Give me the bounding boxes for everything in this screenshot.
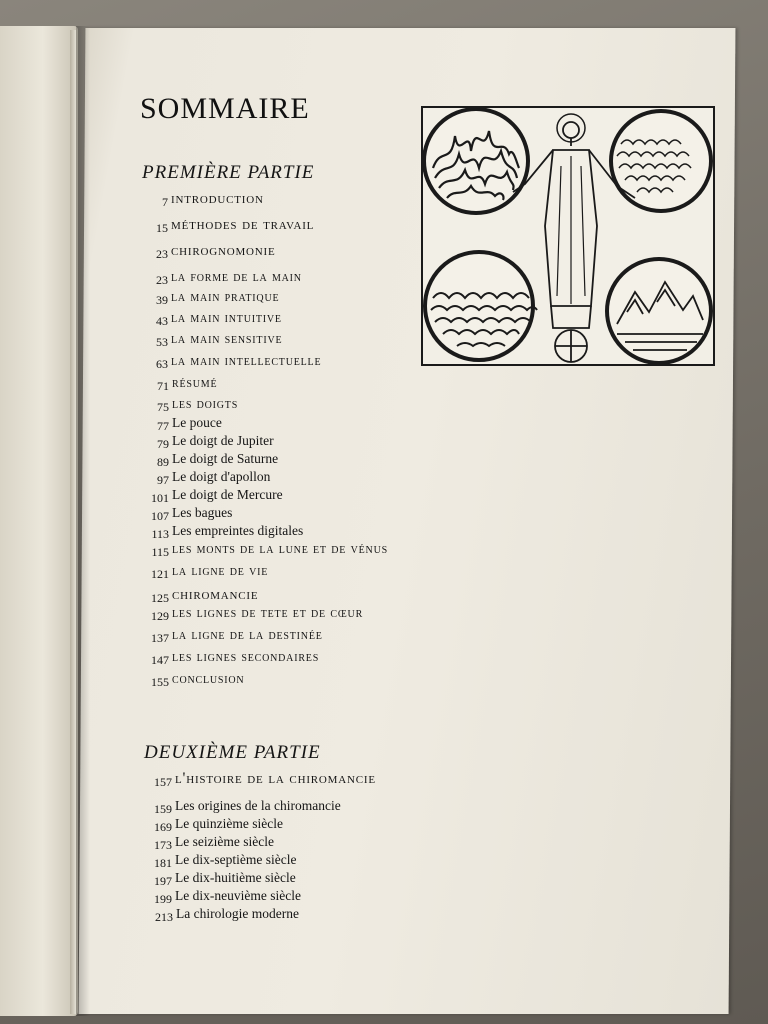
toc-entry [143, 604, 583, 626]
toc-entry [146, 770, 586, 792]
toc-page-number: 155 [151, 675, 169, 689]
toc-entry-label: Le quinzième siècle [175, 816, 283, 831]
toc-page-number: 23 [156, 273, 168, 287]
toc-entry-label: la main sensitive [171, 331, 283, 347]
toc-page-number: 53 [156, 335, 168, 349]
toc-entry-label: les monts de la lune et de vénus [172, 541, 388, 557]
toc-page-number: 101 [151, 491, 169, 505]
toc-page-number: 159 [154, 802, 172, 816]
toc-page-number: 125 [151, 591, 169, 605]
toc-entry [143, 648, 583, 670]
toc-entry-label: Le seizième siècle [175, 834, 274, 849]
toc-page-number: 115 [151, 545, 169, 559]
toc-entry-label: résumé [172, 375, 218, 391]
toc-page-number: 23 [156, 247, 168, 261]
earth-circle-illustration [607, 259, 711, 363]
toc-entry [143, 374, 583, 396]
toc-entry-label: Les bagues [172, 505, 233, 520]
toc-entry [143, 562, 583, 584]
toc-entry-label: Le doigt de Mercure [172, 487, 283, 502]
toc-entry-label: la main intellectuelle [171, 353, 322, 369]
toc-entry-label: Le pouce [172, 415, 222, 430]
toc-page-number: 129 [151, 609, 169, 623]
toc-entry [143, 540, 583, 562]
water-circle-illustration [425, 252, 537, 360]
toc-page-number: 15 [156, 221, 168, 235]
toc-page-number: 39 [156, 293, 168, 307]
left-page [0, 26, 78, 1016]
toc-page-number: 43 [156, 314, 168, 328]
toc-entry-label: Le dix-septième siècle [175, 852, 297, 867]
toc-entry-label: l'histoire de la chiromancie [175, 770, 376, 787]
toc-entry-label: Le doigt de Saturne [172, 451, 279, 466]
toc-page-number: 89 [157, 455, 169, 469]
toc-entry-label: méthodes de travail [171, 216, 315, 233]
toc-entry-label: Les origines de la chiromancie [175, 798, 341, 813]
toc-page-number: 121 [151, 567, 169, 581]
toc-entry-label: la ligne de vie [172, 563, 269, 579]
toc-entry-label: la main pratique [171, 289, 280, 305]
toc-entry-label: Les empreintes digitales [172, 523, 304, 538]
toc-entry-label: les lignes secondaires [172, 649, 320, 665]
toc-page-number: 71 [157, 379, 169, 393]
spine-shadow [76, 26, 90, 1016]
toc-entry-label: conclusion [172, 671, 245, 687]
toc-page-number: 77 [157, 419, 169, 433]
toc-entry-label: la forme de la main [171, 269, 302, 285]
toc-page-number: 181 [154, 856, 172, 870]
toc-page-number: 75 [157, 400, 169, 414]
toc-entry [147, 905, 587, 927]
toc-page-number: 7 [162, 195, 168, 209]
part-heading-2: DEUXIÈME PARTIE [144, 742, 321, 763]
toc-entry-label: les doigts [172, 396, 239, 412]
toc-page-number: 97 [157, 473, 169, 487]
toc-page-number: 199 [154, 892, 172, 906]
woodcut-illustration [421, 106, 715, 366]
air-circle-illustration [611, 111, 711, 211]
toc-page-number: 169 [154, 820, 172, 834]
toc-entry-label: Le doigt de Jupiter [172, 433, 274, 448]
toc-page-number: 63 [156, 357, 168, 371]
toc-entry-label: chiromancie [172, 586, 259, 603]
toc-entry [143, 670, 583, 692]
toc-page-number: 213 [155, 910, 173, 924]
toc-entry-label: La chirologie moderne [176, 906, 299, 921]
part-heading-1: PREMIÈRE PARTIE [142, 162, 315, 183]
toc-entry-label: les lignes de tete et de cœur [172, 605, 364, 621]
toc-page-number: 137 [151, 631, 169, 645]
toc-page-number: 173 [154, 838, 172, 852]
toc-entry [143, 626, 583, 648]
toc-entry-label: Le doigt d'apollon [172, 469, 271, 484]
toc-page-number: 113 [151, 527, 169, 541]
toc-page-number: 197 [154, 874, 172, 888]
toc-entry-label: chirognomonie [171, 242, 276, 259]
toc-page-number: 79 [157, 437, 169, 451]
toc-page-number: 107 [151, 509, 169, 523]
page-title: SOMMAIRE [140, 92, 310, 125]
fire-circle-illustration [424, 109, 528, 213]
toc-entry-label: Le dix-neuvième siècle [175, 888, 301, 903]
toc-page-number: 147 [151, 653, 169, 667]
toc-page-number: 157 [154, 775, 172, 789]
toc-entry-label: Le dix-huitième siècle [175, 870, 296, 885]
toc-entry-label: la main intuitive [171, 310, 282, 326]
toc-entry-label: la ligne de la destinée [172, 627, 323, 643]
toc-entry-label: introduction [171, 190, 264, 207]
